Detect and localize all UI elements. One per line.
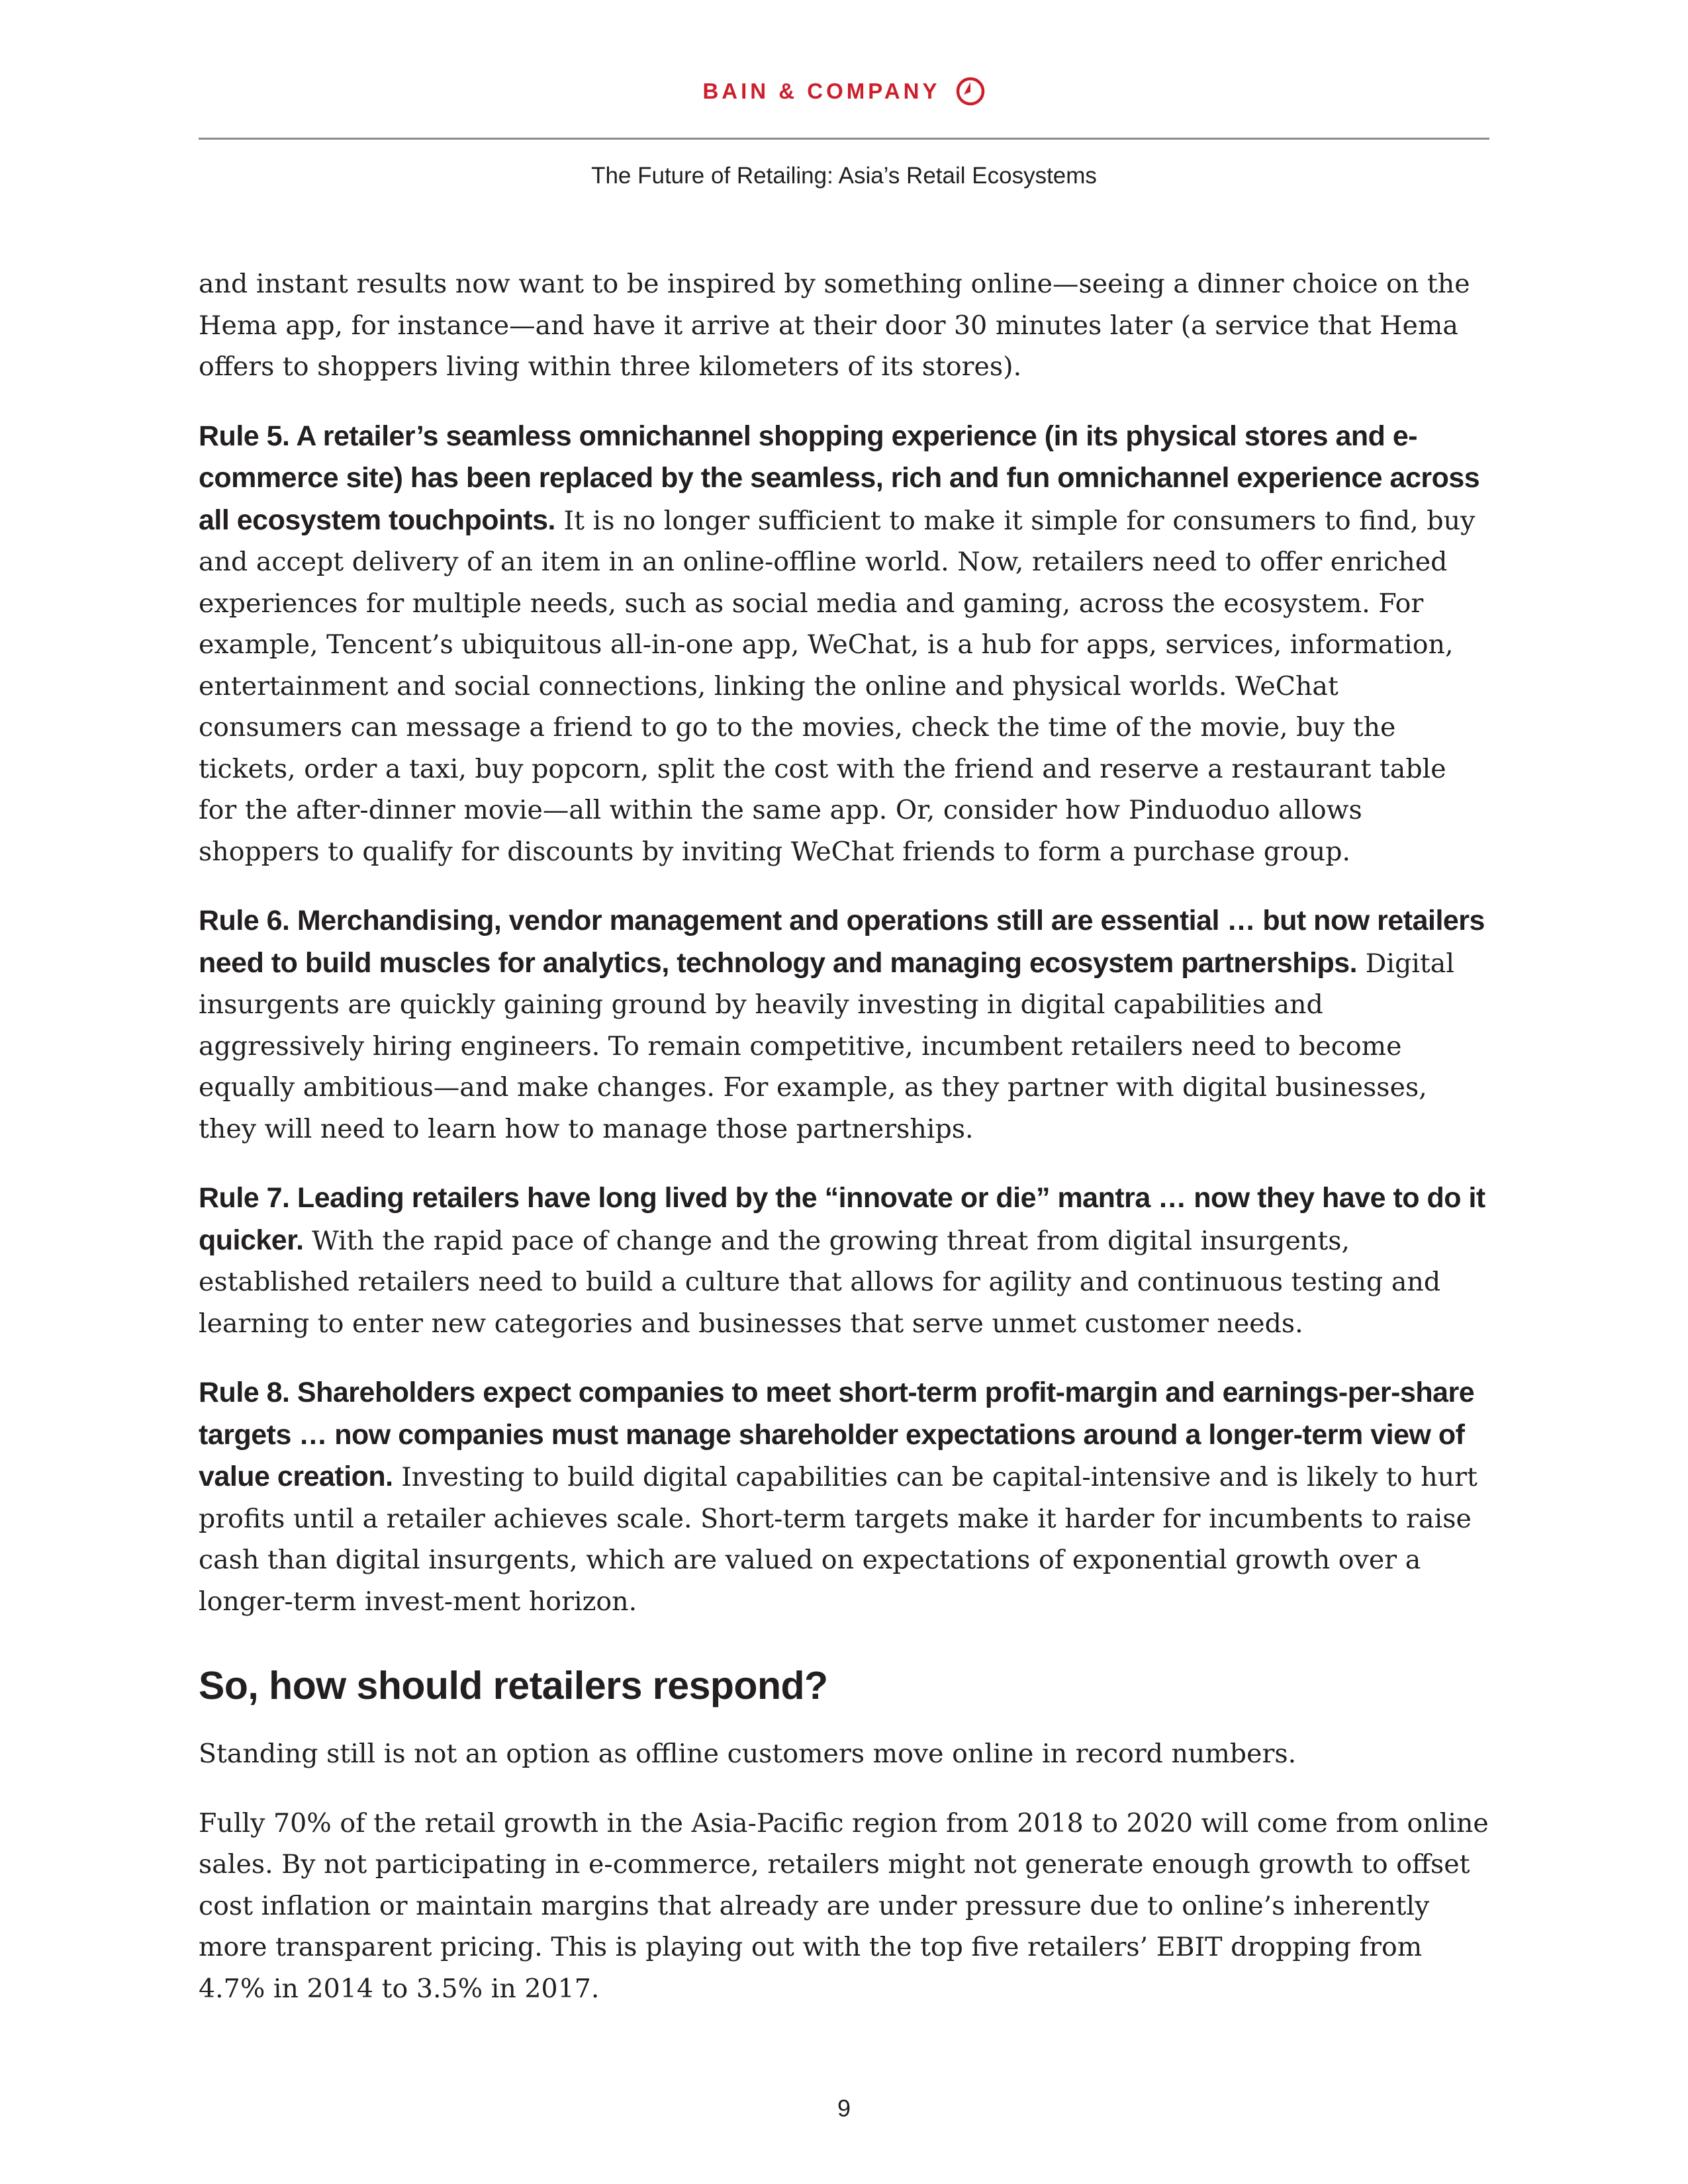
rule-8-lead: Rule 8. Shareholders expect companies to meet short-term profit-margin and earnings-per-share targets … now companies must manage shareholder expectations around a longer-term view of value creation. (199, 1377, 1475, 1492)
closing-paragraph-2: Fully 70% of the retail growth in the Asia-Pacific region from 2018 to 2020 will come from online sales. By not participating in e-commerce, retailers might not generate enough growth to offset cost inflation or maintain margins that already are under pressure due to online’s inherently more transparent pricing. This is playing out with the top five retailers’ EBIT dropping from 4.7% in 2014 to 3.5% in 2017. (199, 1807, 1489, 2004)
bain-clock-logo-icon (955, 76, 986, 107)
rule-8-paragraph (199, 1372, 1489, 1622)
masthead (0, 71, 1688, 111)
rule-6-lead: Rule 6. Merchandising, vendor management and operations still are essential … but now retailers need to build muscles for analytics, technology and managing ecosystem partnerships. (199, 905, 1485, 979)
intro-paragraph: and instant results now want to be inspired by something online—seeing a dinner choice on the Hema app, for instance—and have it arrive at their door 30 minutes later (a service that Hema offers to shoppers living within three kilometers of its stores). (199, 269, 1470, 382)
rule-5-text: It is no longer sufficient to make it simple for consumers to find, buy and accept delivery of an item in an online-offline world. Now, retailers need to offer enriched experiences for multiple needs, such as social media and gaming, across the ecosystem. For example, Tencent’s ubiquitous all-in-one app, WeChat, is a hub for apps, services, information, entertainment and social connections, linking the online and physical worlds. WeChat consumers can message a friend to go to the movies, check the time of the movie, buy the tickets, order a taxi, buy popcorn, split the cost with the friend and reserve a restaurant table for the after-dinner movie—all within the same app. Or, consider how Pinduoduo allows shoppers to qualify for discounts by inviting WeChat friends to form a purchase group. (199, 505, 1476, 867)
body-content (199, 263, 1489, 2037)
closing-paragraph-1: Standing still is not an option as offline customers move online in record numbers. (199, 1739, 1297, 1769)
rule-7-lead: Rule 7. Leading retailers have long lived by the “innovate or die” mantra … now they have to do it quicker. (199, 1182, 1485, 1256)
rule-5-paragraph (199, 416, 1489, 873)
rule-8-text: Investing to build digital capabilities can be capital-intensive and is likely to hurt profits until a retailer achieves scale. Short-term targets make it harder for incumbents to raise cash than digital insurgents, which are valued on expectations of exponential growth over a longer-term invest-ment horizon. (199, 1462, 1477, 1617)
brand (702, 76, 985, 107)
header-divider (199, 138, 1489, 140)
document-title: The Future of Retailing: Asia’s Retail Ecosystems (591, 163, 1097, 189)
section-heading: So, how should retailers respond? (199, 1664, 828, 1707)
rule-6-text: Digital insurgents are quickly gaining ground by heavily investing in digital capabilities and aggressively hiring engineers. To remain competitive, incumbent retailers need to become equally ambitious—and make changes. For example, as they partner with digital businesses, they will need to learn how to manage those partnerships. (199, 948, 1454, 1144)
rule-7-paragraph (199, 1177, 1489, 1344)
brand-name: BAIN & COMPANY (702, 79, 941, 103)
rule-6-paragraph (199, 900, 1489, 1150)
page-number: 9 (837, 2095, 851, 2122)
rule-5-lead: Rule 5. A retailer’s seamless omnichannel shopping experience (in its physical stores and e-commerce site) has been replaced by the seamless, rich and fun omnichannel experience across all ecosystem touchpoints. (199, 420, 1480, 536)
rule-7-text: With the rapid pace of change and the growing threat from digital insurgents, established retailers need to build a culture that allows for agility and continuous testing and learning to enter new categories and businesses that serve unmet customer needs. (199, 1225, 1441, 1339)
